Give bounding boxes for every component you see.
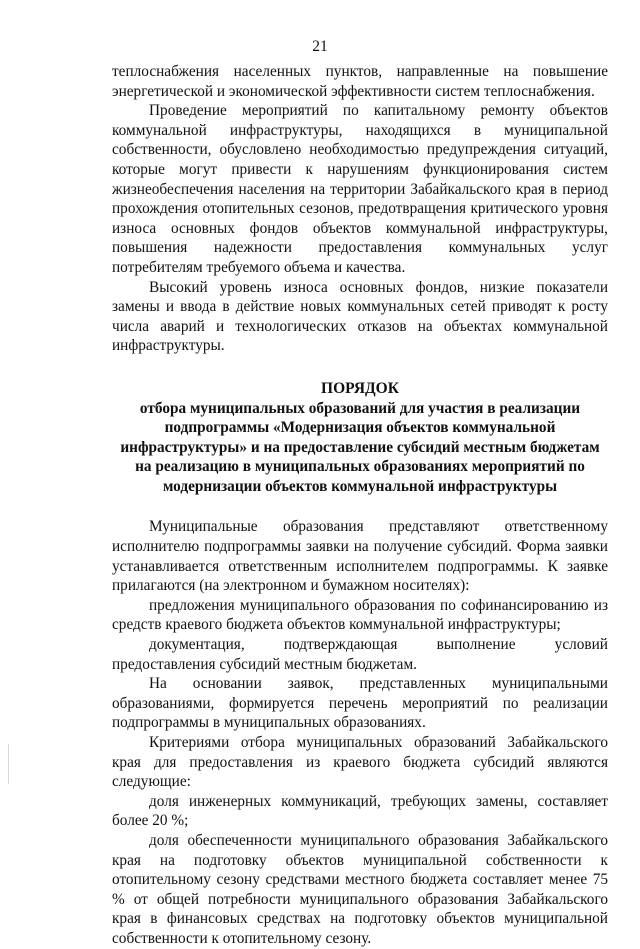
paragraph-selection-criteria: Критериями отбора муниципальных образований Забайкальского края для предоставления из краевого бюджета субсидий являются следующие: bbox=[112, 734, 608, 791]
scan-margin-mark bbox=[8, 744, 9, 784]
paragraph-applications: Муниципальные образования представляют ответственному исполнителю подпрограммы заявки на получение субсидий. Форма заявки устанавливается ответственным исполнителем подпрограммы. К заявке прилагаются (на электронном и бумажном носителях): bbox=[112, 518, 608, 595]
section-title: ПОРЯДОК bbox=[321, 379, 399, 397]
page-number: 21 bbox=[312, 38, 328, 55]
paragraph-heat-supply-continuation: теплоснабжения населенных пунктов, направленные на повышение энергетической и экономической эффективности систем теплоснабжения. bbox=[112, 63, 608, 100]
paragraph-criterion-utilities: доля инженерных коммуникаций, требующих замены, составляет более 20 %; bbox=[112, 792, 608, 830]
document-body bbox=[112, 62, 608, 949]
paragraph-documentation: документация, подтверждающая выполнение условий предоставления субсидий местным бюджетам. bbox=[112, 636, 608, 673]
section-spacer bbox=[112, 496, 608, 517]
paragraph-criterion-funding: доля обеспеченности муниципального образования Забайкальского края на подготовку объектов муниципальной собственности к отопительному сезону средствами местного бюджета составляет менее 75 % от общей потребности муниципального образования Забайкальского края в финансовых средствах на подготовку объектов муниципальной собственности к отопительному сезону. bbox=[112, 831, 608, 947]
paragraph-cofinancing-proposals: предложения муниципального образования по софинансированию из средств краевого бюджета объектов коммунальной инфраструктуры; bbox=[112, 596, 608, 634]
paragraph-wear-level: Высокий уровень износа основных фондов, низкие показатели замены и ввода в действие новых коммунальных сетей приводят к росту числа аварий и технологических отказов на объектах коммунальной инфраструктуры. bbox=[112, 278, 608, 355]
paragraph-capital-repair: Проведение мероприятий по капитальному ремонту объектов коммунальной инфраструктуры, находящихся в муниципальной собственности, обусловлено необходимостью предупреждения ситуаций, которые могут привести к нарушениям функционирования систем жизнеобеспечения населения на территории Забайкальского края в период прохождения отопительных сезонов, предотвращения критического уровня износа основных фондов объектов коммунальной инфраструктуры, повышения надежности предоставления коммунальных услуг потребителям требуемого объема и качества. bbox=[112, 102, 608, 276]
paragraph-measures-list: На основании заявок, представленных муниципальными образованиями, формируется перечень мероприятий по реализации подпрограммы в муниципальных образованиях. bbox=[112, 675, 608, 732]
section-subtitle: отбора муниципальных образований для участия в реализации подпрограммы «Модернизация объектов коммунальной инфраструктуры» и на предоставление субсидий местным бюджетам на реализацию в муниципальных образованиях мероприятий по модернизации объектов коммунальной инфраструктуры bbox=[120, 399, 600, 495]
